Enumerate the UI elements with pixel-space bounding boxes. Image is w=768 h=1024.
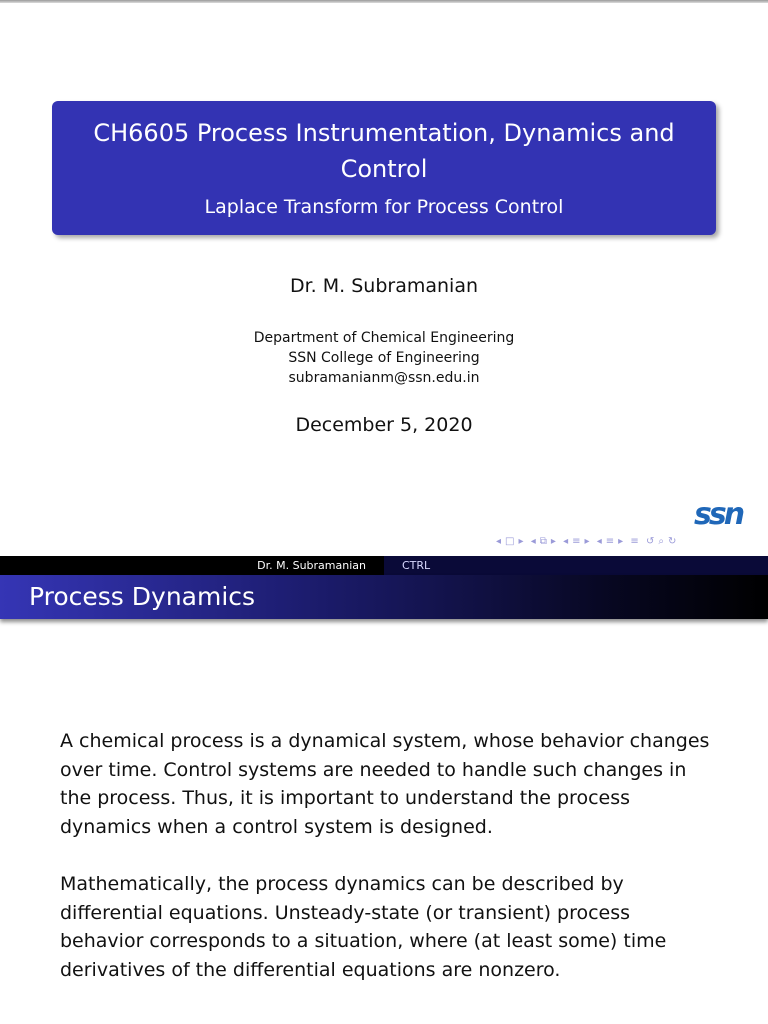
nav-prev-icon[interactable]: ◂ — [596, 536, 602, 547]
paragraph-2 — [60, 870, 750, 984]
nav-next-icon[interactable]: ▸ — [584, 536, 590, 547]
title-line: Control — [340, 155, 428, 183]
paragraph-1 — [60, 727, 750, 841]
text-line: differential equations. Unsteady-state (or transient) process — [60, 901, 631, 924]
text-line: behavior corresponds to a situation, where (at least some) time — [60, 930, 667, 952]
nav-back-icon[interactable]: ↺ — [645, 536, 655, 547]
affiliation-line: Department of Chemical Engineering — [253, 330, 515, 346]
frame-title: Process Dynamics — [29, 582, 256, 611]
nav-section-icon[interactable]: ≡ — [572, 536, 581, 547]
slide-footer — [0, 556, 768, 575]
text-line: Mathematically, the process dynamics can be described by — [60, 873, 624, 895]
affiliation-line: SSN College of Engineering — [288, 350, 480, 366]
ssn-logo: ssn — [694, 497, 743, 532]
text-line: derivatives of the differential equations are nonzero. — [60, 958, 561, 981]
footer-short-title: CTRL — [384, 556, 768, 575]
text-line: over time. Control systems are needed to handle such changes in — [60, 758, 687, 781]
presentation-date: December 5, 2020 — [295, 414, 473, 436]
nav-prev-icon[interactable]: ◂ — [530, 536, 536, 547]
email-text: subramanianm@ssn.edu.in — [288, 370, 480, 386]
nav-frame-icon[interactable]: □ — [505, 536, 515, 547]
text-line: dynamics when a control system is designed. — [60, 815, 493, 838]
title-box — [52, 101, 716, 235]
text-line: the process. Thus, it is important to understand the process — [60, 787, 630, 809]
nav-next-icon[interactable]: ▸ — [518, 536, 524, 547]
nav-appendix-icon[interactable]: ≡ — [630, 536, 639, 547]
nav-next-icon[interactable]: ▸ — [550, 536, 556, 547]
text-line: A chemical process is a dynamical system, whose behavior changes — [60, 730, 710, 752]
frame-title-bar — [0, 575, 768, 619]
presentation-subtitle: Laplace Transform for Process Control — [204, 196, 564, 218]
nav-prev-icon[interactable]: ◂ — [563, 536, 569, 547]
nav-search-icon[interactable]: ⌕ — [658, 536, 664, 547]
nav-subsection-icon[interactable]: ⧉ — [539, 536, 547, 547]
nav-prev-icon[interactable]: ◂ — [496, 536, 502, 547]
title-line: CH6605 Process Instrumentation, Dynamics and — [93, 119, 675, 147]
beamer-navigation-bar[interactable] — [496, 536, 766, 550]
top-rule — [0, 0, 768, 3]
author-name: Dr. M. Subramanian — [289, 275, 479, 297]
presentation-title — [72, 115, 696, 187]
nav-forward-icon[interactable]: ↻ — [667, 536, 677, 547]
footer-author: Dr. M. Subramanian — [0, 556, 384, 575]
nav-next-icon[interactable]: ▸ — [618, 536, 624, 547]
affiliation-block — [0, 328, 768, 388]
nav-document-icon[interactable]: ≡ — [605, 536, 615, 547]
